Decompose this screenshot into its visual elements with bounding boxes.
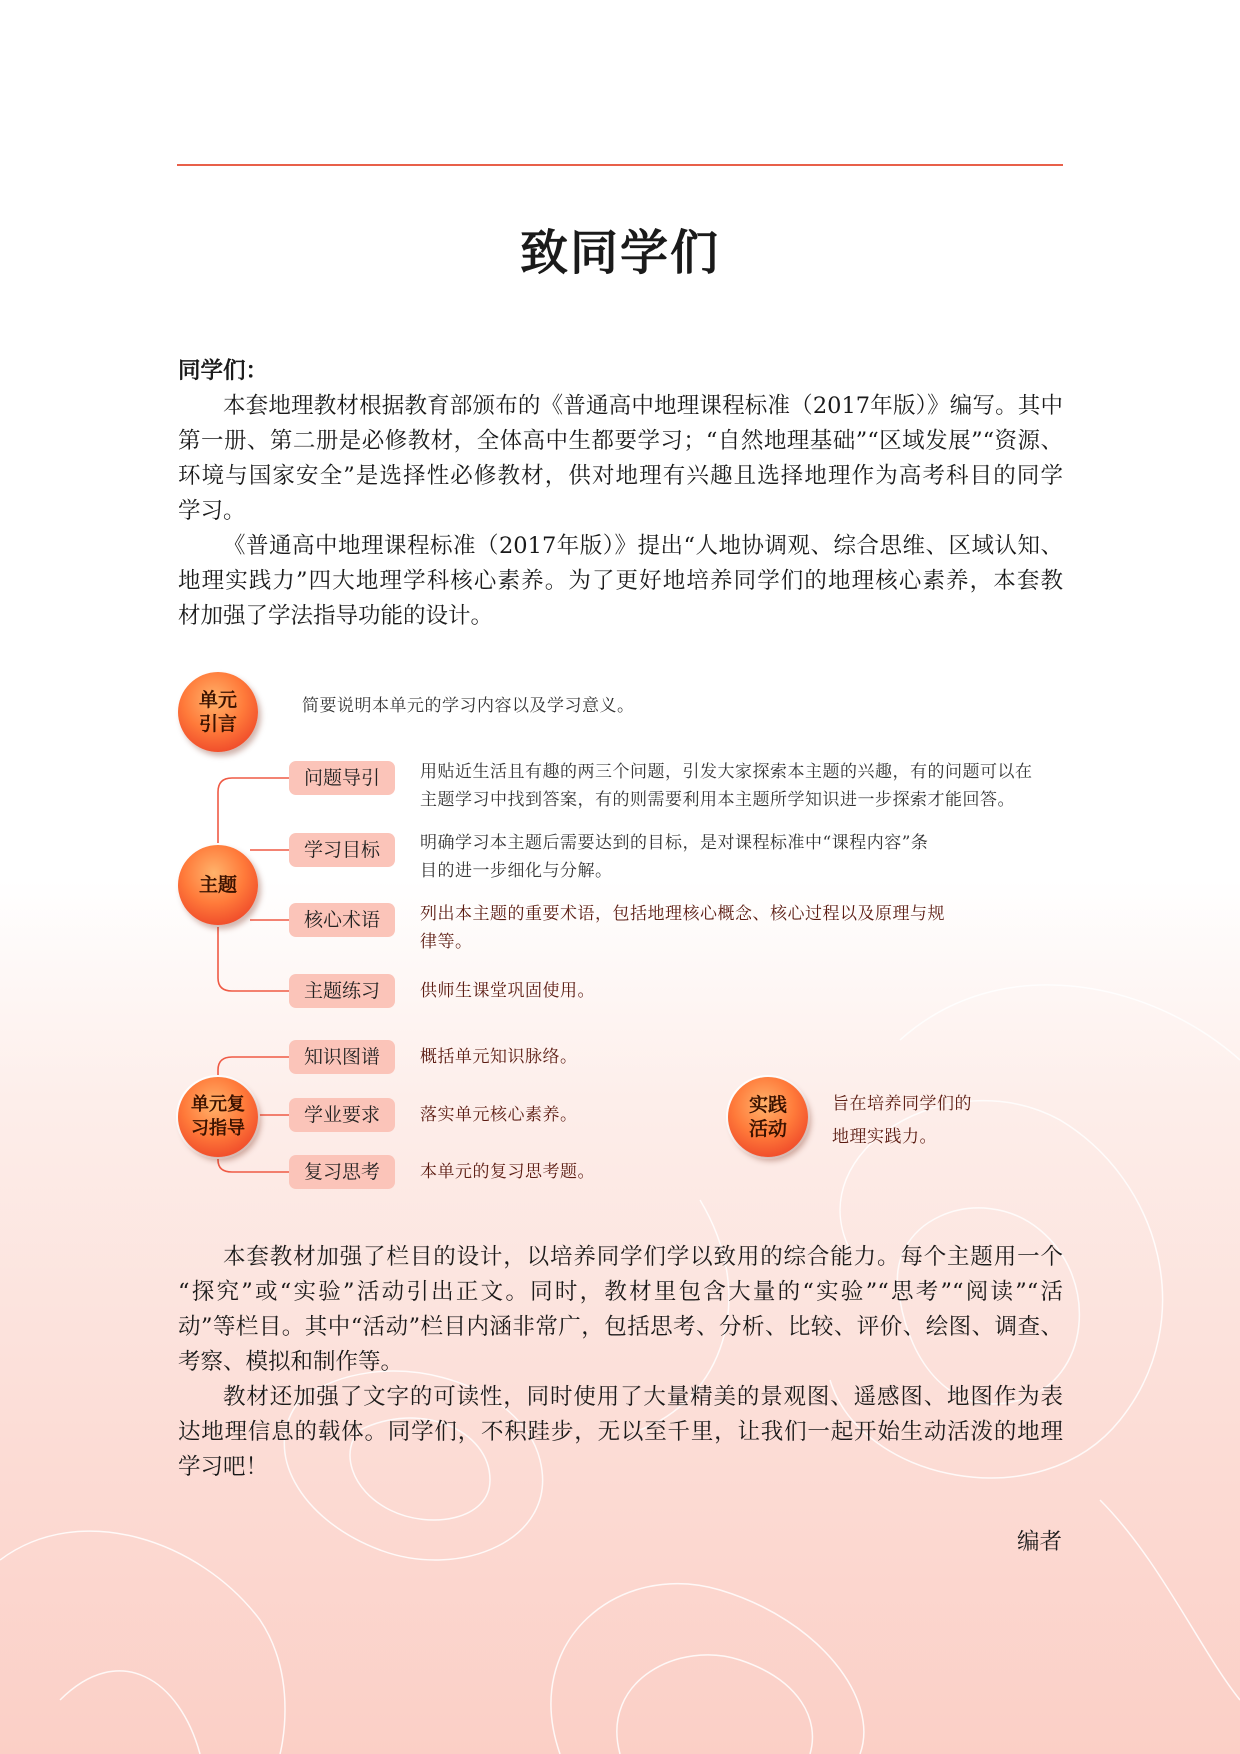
desc-line: 地理实践力。 [832, 1127, 937, 1147]
badge-label: 主题 [198, 874, 237, 896]
outro-paragraph-1 [178, 1240, 1063, 1380]
desc-line: 用贴近生活且有趣的两三个问题，引发大家探索本主题的兴趣，有的问题可以在 [420, 762, 1033, 782]
badge-label: 单元 [198, 689, 237, 711]
text-line: 学习。 [178, 498, 246, 524]
practice-activity-badge [728, 1077, 808, 1157]
topic-practice-desc: 供师生课堂巩固使用。 [420, 981, 595, 1001]
header-rule [177, 164, 1063, 166]
badge-label: 习指导 [191, 1118, 245, 1139]
intro-paragraph-1 [178, 389, 1063, 529]
desc-line: 旨在培养同学们的 [832, 1094, 972, 1114]
text-line: “探究”或“实验”活动引出正文。同时，教材里包含大量的“实验”“思考”“阅读”“活 [178, 1279, 1063, 1305]
pill-academic-requirements: 学业要求 [289, 1098, 395, 1132]
pill-knowledge-map: 知识图谱 [289, 1040, 395, 1074]
unit-review-badge [178, 1077, 258, 1157]
text-line: 本套教材加强了栏目的设计，以培养同学们学以致用的综合能力。每个主题用一个 [223, 1244, 1063, 1270]
badge-label: 实践 [748, 1094, 787, 1116]
pill-learning-goals: 学习目标 [289, 833, 395, 867]
text-line: 《普通高中地理课程标准（2017年版）》提出“人地协调观、综合思维、区域认知、 [223, 533, 1063, 559]
unit-intro-badge [178, 672, 258, 752]
learning-goals-desc [420, 829, 1080, 885]
text-line: 本套地理教材根据教育部颁布的《普通高中地理课程标准（2017年版）》编写。其中 [223, 393, 1063, 419]
badge-label: 引言 [198, 713, 237, 735]
core-terms-desc [420, 900, 1080, 956]
text-line: 动”等栏目。其中“活动”栏目内涵非常广，包括思考、分析、比较、评价、绘图、调查、 [178, 1314, 1063, 1340]
pill-question-guide: 问题导引 [289, 761, 395, 795]
text-line: 考察、模拟和制作等。 [178, 1349, 404, 1375]
page-title: 致同学们 [519, 225, 720, 281]
text-line: 教材还加强了文字的可读性，同时使用了大量精美的景观图、遥感图、地图作为表 [223, 1384, 1063, 1410]
greeting: 同学们： [178, 358, 269, 384]
text-line: 达地理信息的载体。同学们，不积跬步，无以至千里，让我们一起开始生动活泼的地理 [178, 1419, 1063, 1445]
desc-line: 律等。 [420, 932, 473, 952]
pill-topic-practice: 主题练习 [289, 974, 395, 1008]
intro-section [178, 354, 1063, 634]
knowledge-map-desc: 概括单元知识脉络。 [420, 1047, 578, 1067]
text-line: 学习吧！ [178, 1454, 269, 1480]
text-line: 材加强了学法指导功能的设计。 [178, 603, 494, 629]
text-line: 环境与国家安全”是选择性必修教材，供对地理有兴趣且选择地理作为高考科目的同学 [178, 463, 1063, 489]
badge-label: 活动 [748, 1118, 787, 1140]
desc-line: 列出本主题的重要术语，包括地理核心概念、核心过程以及原理与规 [420, 904, 945, 924]
signature: 编者 [1016, 1529, 1062, 1555]
badge-label: 单元复 [191, 1094, 245, 1115]
desc-line: 明确学习本主题后需要达到的目标，是对课程标准中“课程内容”条 [420, 833, 929, 853]
text-line: 第一册、第二册是必修教材，全体高中生都要学习；“自然地理基础”“区域发展”“资源、 [178, 428, 1063, 454]
practice-activity-desc [832, 1088, 1052, 1154]
text-line: 地理实践力”四大地理学科核心素养。为了更好地培养同学们的地理核心素养，本套教 [178, 568, 1063, 594]
outro-section [178, 1240, 1063, 1485]
desc-line: 目的进一步细化与分解。 [420, 861, 613, 881]
review-questions-desc: 本单元的复习思考题。 [420, 1162, 595, 1182]
pill-core-terms: 核心术语 [289, 903, 395, 937]
outro-paragraph-2 [178, 1380, 1063, 1485]
pill-review-questions: 复习思考 [289, 1155, 395, 1189]
question-guide-desc [420, 758, 1080, 814]
intro-paragraph-2 [178, 529, 1063, 634]
topic-badge [178, 845, 258, 925]
unit-intro-desc: 简要说明本单元的学习内容以及学习意义。 [302, 696, 635, 716]
academic-requirements-desc: 落实单元核心素养。 [420, 1105, 578, 1125]
desc-line: 主题学习中找到答案，有的则需要利用本主题所学知识进一步探索才能回答。 [420, 790, 1015, 810]
